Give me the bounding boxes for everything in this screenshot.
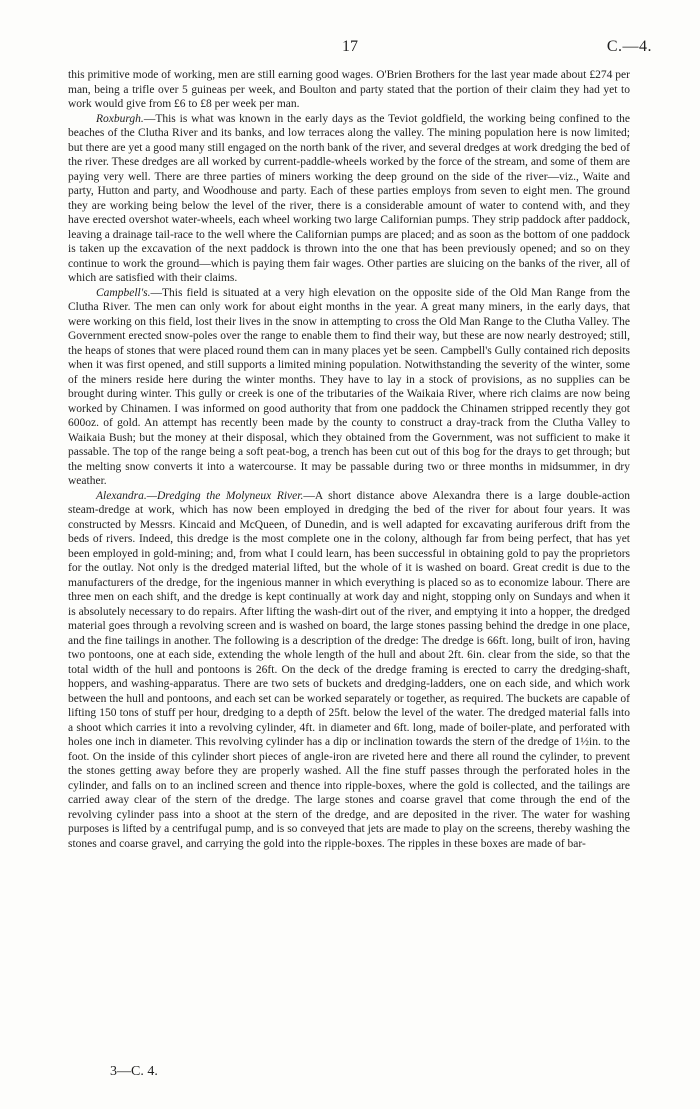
paragraph-heading: Campbell's. bbox=[96, 286, 151, 299]
page-number: 17 bbox=[342, 38, 358, 55]
signature-mark: 3—C. 4. bbox=[110, 1064, 158, 1079]
paragraph-text: —A short distance above Alexandra there is a large double-action steam-dredge at work, which has now been employed in dredging the bed of the river for about four years. It was constructed by Messrs. Kincaid and McQueen, of Dunedin, and is well adapted for excavating auriferous drift from the beds of rivers. Indeed, this dredge is the most complete one in the colony, although far from being perfect, that has yet been employed in gold-mining; and, from what I could learn, has been successful in obtaining gold to pay the proprietors for the outlay. Not only is the dredged material lifted, but the whole of it is washed on board. Great credit is due to the manufacturers of the dredge, for the ingenious manner in which everything is placed so as to economize labour. There are three men on each shift, and the dredge is kept continually at work day and night, stopping only on Sundays and when it is absolutely necessary to do repairs. After lifting the wash-dirt out of the river, and emptying it into a hopper, the dredged material goes through a revolving screen and is washed on board, the large stones passing behind the dredge in one place, and the fine tailings in another. The following is a description of the dredge: The dredge is 66ft. long, built of iron, having two pontoons, one at each side, extending the whole length of the hull and about 2ft. 6in. clear from the side, so that the total width of the hull and pontoons is 26ft. On the deck of the dredge framing is erected to carry the dredging-shaft, hoppers, and washing-apparatus. There are two sets of buckets and dredging-ladders, one on each side, and which work between the hull and pontoons, and each set can be worked separately or together, as required. The buckets are capable of lifting 150 tons of stuff per hour, dredging to a depth of 25ft. below the level of the water. The dredged material falls into a shoot which carries it into a revolving cylinder, 4ft. in diameter and 6ft. long, made of boiler-plate, and perforated with holes one inch in diameter. This revolving cylinder has a dip or inclination towards the stern of the dredge of 1½in. to the foot. On the inside of this cylinder short pieces of angle-iron are riveted here and there all round the cylinder, to prevent the stones getting away before they are properly washed. All the fine stuff passes through the perforated holes in the cylinder, and falls on to an inclined screen and thence into ripple-boxes, where the gold is collected, and the tailings are carried away clear of the stern of the dredge. The large stones and coarse gravel that come through the end of the revolving cylinder pass into a shoot at the stern of the dredge, and are deposited in the river. The water for washing purposes is lifted by a centrifugal pump, and is so conveyed that jets are made to play on the screens, thereby washing the stones and coarse gravel, and carrying the gold into the ripple-boxes. The ripples in these boxes are made of bar- bbox=[68, 489, 630, 850]
paragraph-campbells bbox=[68, 286, 630, 489]
body-text bbox=[68, 68, 630, 851]
paragraph-alexandra bbox=[68, 489, 630, 852]
paragraph-text: —This field is situated at a very high elevation on the opposite side of the Old Man Range from the Clutha River. The men can only work for about eight months in the year. A great many miners, in the early days, that were working on this field, lost their lives in the snow in attempting to cross the Old Man Range to the Clutha Valley. The Government erected snow-poles over the range to enable them to find their way, but these are now nearly destroyed; still, the heaps of stones that were placed round them can in many places yet be seen. Campbell's Gully contained rich deposits when it was first opened, and still supports a limited mining population. Notwithstanding the severity of the winter, some of the miners reside here during the winter months. They have to lay in a stock of provisions, as no supplies can be brought during winter. This gully or creek is one of the tributaries of the Waikaia River, where rich claims are now being worked by Chinamen. I was informed on good authority that from one paddock the Chinamen stripped recently they got 600oz. of gold. An attempt has recently been made by the county to construct a dray-track from the Clutha Valley to Waikaia Bush; but the money at their disposal, which they obtained from the Government, was not sufficient to make it passable. The top of the range being a soft peat-bog, a trench has been cut out of this bog for the drays to get through; but the melting snow converts it into a watercourse. It may be passable during two or three months in midsummer, in dry weather. bbox=[68, 286, 630, 487]
paragraph-heading: Alexandra.—Dredging the Molyneux River. bbox=[96, 489, 304, 502]
paragraph-continuation bbox=[68, 68, 630, 112]
paragraph-roxburgh bbox=[68, 112, 630, 286]
paragraph-text: this primitive mode of working, men are still earning good wages. O'Brien Brothers for the last year made about £274 per man, being a trifle over 5 guineas per week, and Boulton and party stated that the portion of their claim they had yet to work would give from £6 to £8 per week per man. bbox=[68, 69, 630, 110]
document-code: C.—4. bbox=[606, 38, 652, 55]
paragraph-text: —This is what was known in the early days as the Teviot goldfield, the working being confined to the beaches of the Clutha River and its banks, and low terraces along the valley. The mining population here is now limited; but there are yet a good many still engaged on the north bank of the river, and several dredges at work dredging the bed of the river. These dredges are all worked by current-paddle-wheels worked by the force of the stream, and some of them are paying very well. There are three parties of miners working the deep ground on the side of the river—viz., Waite and party, Hutton and party, and Woodhouse and party. Each of these parties employs from seven to eight men. The ground they are working being below the level of the river, there is a considerable amount of water to contend with, and they have erected overshot water-wheels, each wheel working two large Californian pumps. They strip paddock after paddock, leaving a drainage tail-race to the well where the Californian pumps are placed; and as soon as the bottom of one paddock is taken up the excavation of the next paddock is thrown into the one that has been previously opened; and so on they continue to work the ground—which is paying them fair wages. Other parties are sluicing on the banks of the river, all of which are satisfied with their claims. bbox=[68, 112, 630, 284]
paragraph-heading: Roxburgh. bbox=[96, 112, 144, 125]
